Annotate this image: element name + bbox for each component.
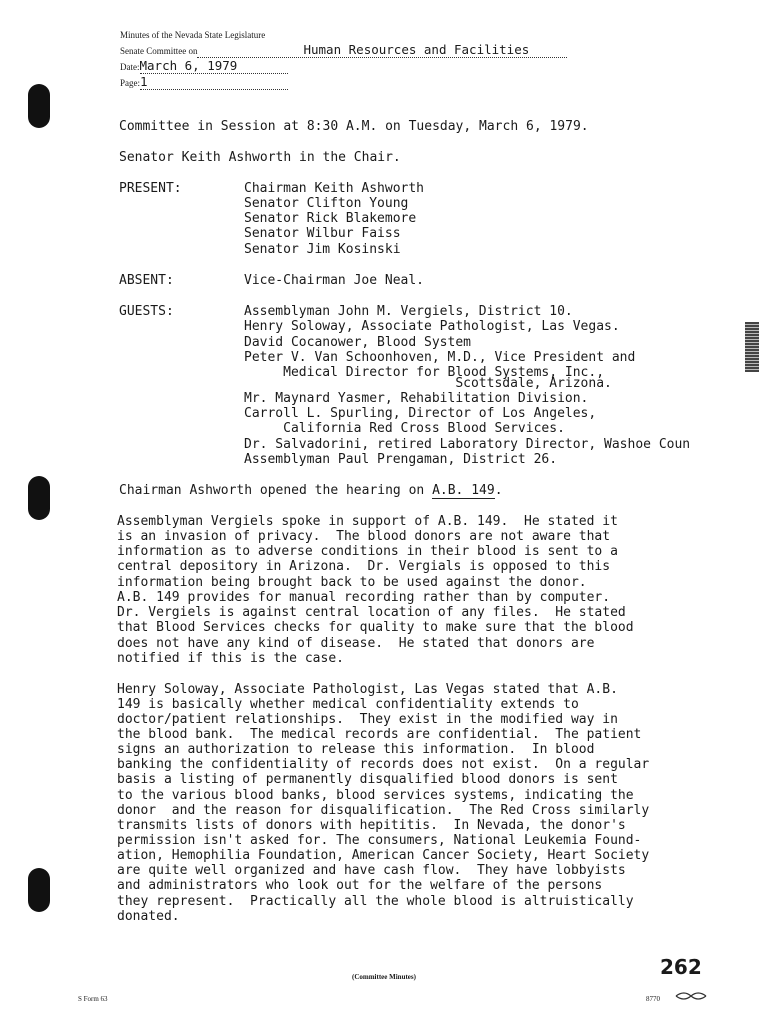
present-member: Senator Clifton Young xyxy=(244,196,409,211)
present-member: Chairman Keith Ashworth xyxy=(244,181,425,196)
present-member: Senator Jim Kosinski xyxy=(244,242,401,257)
committee-value: Human Resources and Facilities xyxy=(197,42,567,58)
footer-committee-minutes: (Committee Minutes) xyxy=(352,973,416,981)
paragraph-line: signs an authorization to release this information. In blood xyxy=(117,742,595,757)
footer-form-number: S Form 63 xyxy=(78,995,108,1003)
hearing-opened-end: . xyxy=(494,483,503,498)
paragraph-line: donated. xyxy=(117,909,180,924)
paragraph-line: the blood bank. The medical records are confidential. The patient xyxy=(117,727,642,742)
paragraph-line: Assemblyman Vergiels spoke in support of A.B. 149. He stated it xyxy=(117,514,618,529)
guest-line: Dr. Salvadorini, retired Laboratory Director, Washoe Coun xyxy=(244,437,691,452)
paragraph-line: Dr. Vergiels is against central location of any files. He stated xyxy=(117,605,626,620)
paragraph-line: information being brought back to be used against the donor. xyxy=(117,575,587,590)
punch-hole-middle xyxy=(28,476,50,520)
paragraph-line: basis a listing of permanently disqualified blood donors is sent xyxy=(117,772,618,787)
page-value: 1 xyxy=(140,74,288,90)
footer-ornament-icon xyxy=(674,990,708,1002)
committee-label: Senate Committee on xyxy=(120,46,198,56)
guest-line: Peter V. Van Schoonhoven, M.D., Vice President and xyxy=(244,350,636,365)
footer-code: 8770 xyxy=(646,995,660,1003)
header-minutes-of: Minutes of the Nevada State Legislature xyxy=(120,30,266,40)
absent-member: Vice-Chairman Joe Neal. xyxy=(244,273,425,288)
paragraph-line: they represent. Practically all the whole blood is altruistically xyxy=(117,894,634,909)
guest-line: Mr. Maynard Yasmer, Rehabilitation Division. xyxy=(244,391,589,406)
paragraph-line: transmits lists of donors with hepititis. In Nevada, the donor's xyxy=(117,818,626,833)
punch-hole-bottom xyxy=(28,868,50,912)
bill-reference: A.B. 149 xyxy=(432,483,495,498)
header-date xyxy=(120,58,288,74)
guest-line: Assemblyman Paul Prengaman, District 26. xyxy=(244,452,558,467)
paragraph-line: 149 is basically whether medical confidentiality extends to xyxy=(117,697,579,712)
header-page xyxy=(120,74,288,90)
hearing-opened-text: Chairman Ashworth opened the hearing on xyxy=(119,483,433,498)
paragraph-line: are quite well organized and have cash flow. They have lobbyists xyxy=(117,863,626,878)
scan-barcode-mark xyxy=(745,322,759,372)
guest-line: Henry Soloway, Associate Pathologist, Las Vegas. xyxy=(244,319,620,334)
date-value: March 6, 1979 xyxy=(140,58,288,74)
paragraph-line: is an invasion of privacy. The blood donors are not aware that xyxy=(117,529,611,544)
guest-line: Medical Director for Blood Systems, Inc., xyxy=(244,365,605,380)
paragraph-line: notified if this is the case. xyxy=(117,651,344,666)
paragraph-line: and administrators who look out for the welfare of the persons xyxy=(117,878,603,893)
paragraph-line: permission isn't asked for. The consumers, National Leukemia Found- xyxy=(117,833,642,848)
present-member: Senator Wilbur Faiss xyxy=(244,226,401,241)
paragraph-line: that Blood Services checks for quality to make sure that the blood xyxy=(117,620,634,635)
paragraph-line: doctor/patient relationships. They exist in the modified way in xyxy=(117,712,618,727)
paragraph-line: donor and the reason for disqualification. The Red Cross similarly xyxy=(117,803,650,818)
paragraph-line: to the various blood banks, blood services systems, indicating the xyxy=(117,788,634,803)
guest-line: Carroll L. Spurling, Director of Los Angeles, xyxy=(244,406,597,421)
present-member: Senator Rick Blakemore xyxy=(244,211,417,226)
present-label: PRESENT: xyxy=(119,181,182,196)
page-label: Page: xyxy=(120,78,140,88)
guest-line: David Cocanower, Blood System xyxy=(244,335,471,350)
absent-label: ABSENT: xyxy=(119,273,174,288)
paragraph-line: information as to adverse conditions in their blood is sent to a xyxy=(117,544,618,559)
paragraph-line: Henry Soloway, Associate Pathologist, Las Vegas stated that A.B. xyxy=(117,682,618,697)
paragraph-line: does not have any kind of disease. He stated that donors are xyxy=(117,636,595,651)
guest-line: Scottsdale, Arizona. xyxy=(244,376,612,391)
guest-line: Assemblyman John M. Vergiels, District 10. xyxy=(244,304,573,319)
punch-hole-top xyxy=(28,84,50,128)
hearing-opened-line xyxy=(119,483,503,499)
guests-label: GUESTS: xyxy=(119,304,174,319)
session-line: Committee in Session at 8:30 A.M. on Tuesday, March 6, 1979. xyxy=(119,119,589,134)
chair-line: Senator Keith Ashworth in the Chair. xyxy=(119,150,401,165)
page-number-stamp: 262 xyxy=(660,955,702,979)
paragraph-line: A.B. 149 provides for manual recording rather than by computer. xyxy=(117,590,611,605)
date-label: Date: xyxy=(120,62,140,72)
paragraph-line: ation, Hemophilia Foundation, American Cancer Society, Heart Society xyxy=(117,848,650,863)
header-committee xyxy=(120,42,567,58)
paragraph-line: banking the confidentiality of records does not exist. On a regular xyxy=(117,757,650,772)
paragraph-line: central depository in Arizona. Dr. Vergials is opposed to this xyxy=(117,559,611,574)
guest-line: California Red Cross Blood Services. xyxy=(244,421,565,436)
